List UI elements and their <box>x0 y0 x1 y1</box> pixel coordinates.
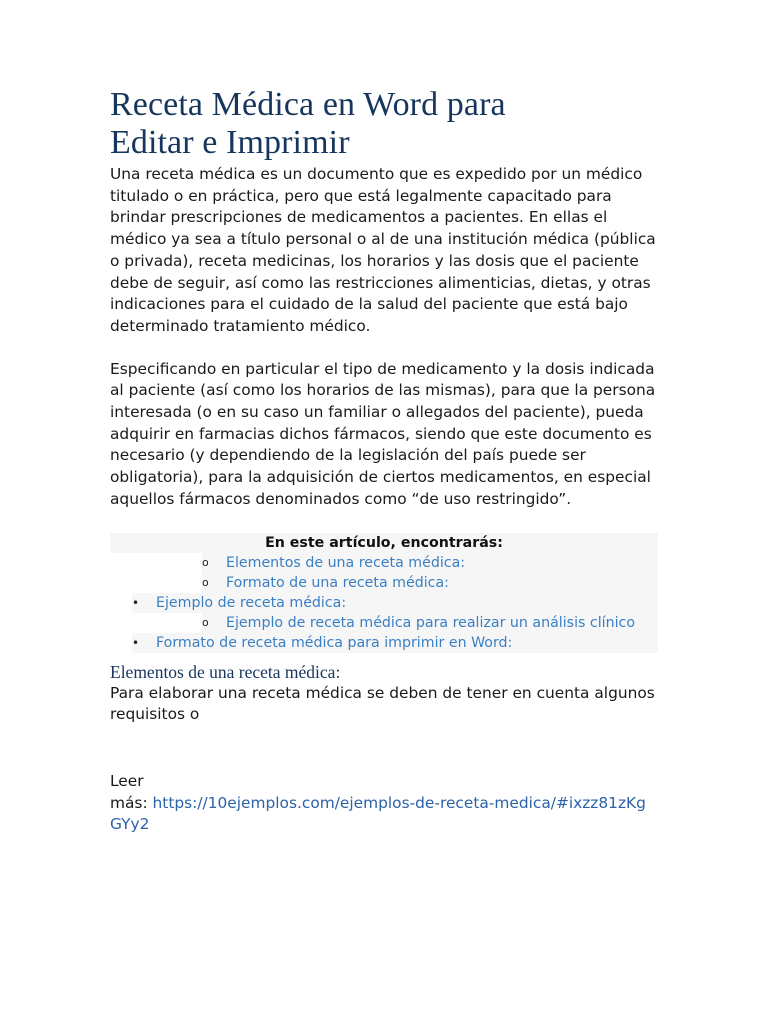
read-more-url-part-2: GYy2 <box>110 815 150 834</box>
bullet-icon: • <box>132 595 140 610</box>
second-paragraph: Especificando en particular el tipo de medicamento y la dosis indicada al paciente (así como los horarios de las mismas), para que la persona interesada (o en su caso un familiar o allegados del paciente), pueda adquirir en farmacias dichos fármacos, siendo que este documento es necesario (y dependiendo de la legislación del país puede ser obligatoria), para la adquisición de ciertos medicamentos, en especial aquellos fármacos denominados como “de uso restringido”. <box>110 359 656 508</box>
toc-item <box>110 613 658 633</box>
document-page <box>110 86 660 836</box>
toc-link-elementos[interactable]: Elementos de una receta médica: <box>226 554 466 571</box>
toc-item <box>110 553 658 573</box>
title-line-1: Receta Médica en Word para <box>110 86 506 123</box>
hollow-bullet-icon: o <box>202 555 209 569</box>
read-more-prefix: más: <box>110 793 153 812</box>
toc-heading: En este artículo, encontrarás: <box>110 533 658 553</box>
intro-paragraph: Una receta médica es un documento que es expedido por un médico titulado o en práctica, pero que está legalmente capacitado para brindar prescripciones de medicamentos a pacientes. En ellas el médico ya sea a título personal o al de una institución médica (pública o privada), receta medicinas, los horarios y las dosis que el paciente debe de seguir, así como las restricciones alimenticias, dietas, y otras indicaciones para el cuidado de la salud del paciente que está bajo determinado tratamiento médico. <box>110 165 656 335</box>
section-text: Para elaborar una receta médica se deben de tener en cuenta algunos requisitos o <box>110 683 655 724</box>
hollow-bullet-icon: o <box>202 615 209 629</box>
toc-link-ejemplo[interactable]: Ejemplo de receta médica: <box>156 594 347 611</box>
toc-item <box>110 633 658 653</box>
read-more <box>110 771 660 836</box>
title-line-2: Editar e Imprimir <box>110 124 350 161</box>
table-of-contents <box>110 533 658 653</box>
bullet-icon: • <box>132 635 140 650</box>
toc-item <box>110 593 658 613</box>
read-more-url-part-1: https://10ejemplos.com/ejemplos-de-receta-medica/#ixzz81zKg <box>152 793 646 812</box>
hollow-bullet-icon: o <box>202 575 209 589</box>
toc-link-ejemplo-analisis[interactable]: Ejemplo de receta médica para realizar un análisis clínico <box>226 614 636 631</box>
document-title <box>110 86 660 162</box>
toc-link-formato-word[interactable]: Formato de receta médica para imprimir en Word: <box>156 634 513 651</box>
read-more-label: Leer <box>110 771 144 790</box>
toc-item <box>110 573 658 593</box>
read-more-link[interactable] <box>110 794 646 834</box>
toc-link-formato[interactable]: Formato de una receta médica: <box>226 574 449 591</box>
section-heading: Elementos de una receta médica: <box>110 661 341 682</box>
